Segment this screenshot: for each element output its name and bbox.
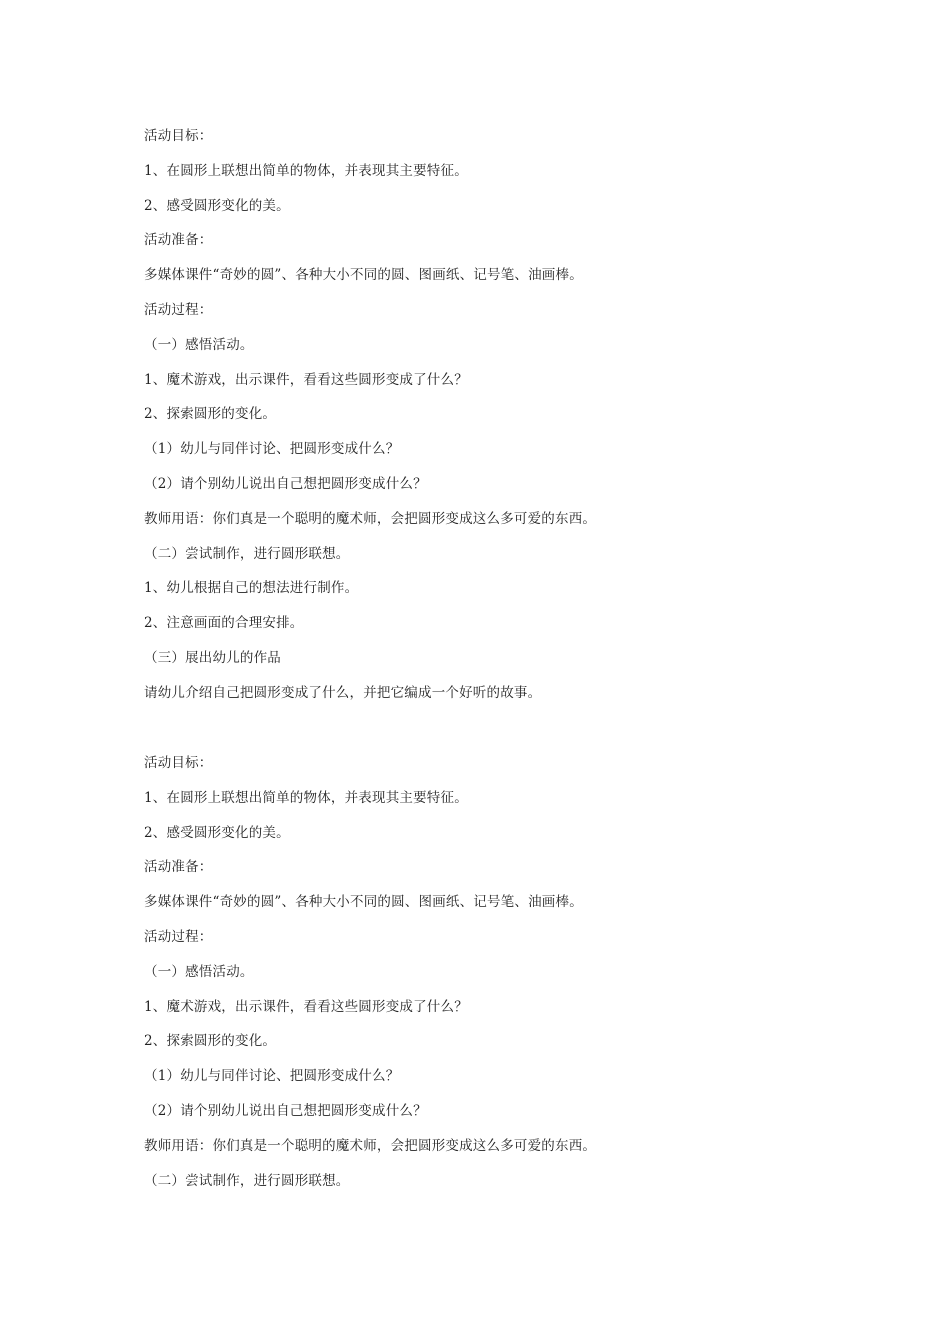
paragraph-line: （一）感悟活动。	[144, 336, 254, 353]
paragraph-line: （一）感悟活动。	[144, 963, 254, 980]
paragraph-line: （二）尝试制作，进行圆形联想。	[144, 1172, 350, 1189]
section-heading-preparation: 活动准备：	[144, 859, 213, 876]
lesson-plan-section	[144, 751, 824, 1203]
paragraph-line: （2）请个别幼儿说出自己想把圆形变成什么？	[144, 475, 427, 492]
section-heading-process: 活动过程：	[144, 928, 213, 945]
paragraph-line: （三）展出幼儿的作品	[144, 649, 281, 666]
paragraph-line: （2）请个别幼儿说出自己想把圆形变成什么？	[144, 1102, 427, 1119]
paragraph-line: 2、感受圆形变化的美。	[144, 824, 290, 841]
section-heading-process: 活动过程：	[144, 301, 213, 318]
lesson-plan-section	[144, 124, 824, 716]
paragraph-line: （1）幼儿与同伴讨论、把圆形变成什么？	[144, 441, 400, 458]
paragraph-line: 1、魔术游戏，出示课件，看看这些圆形变成了什么？	[144, 998, 468, 1015]
paragraph-line: 教师用语：你们真是一个聪明的魔术师，会把圆形变成这么多可爱的东西。	[144, 510, 597, 527]
paragraph-line: 请幼儿介绍自己把圆形变成了什么，并把它编成一个好听的故事。	[144, 684, 542, 701]
section-heading-goals: 活动目标：	[144, 755, 213, 771]
paragraph-line: 2、注意画面的合理安排。	[144, 615, 304, 632]
paragraph-line: 1、幼儿根据自己的想法进行制作。	[144, 580, 359, 597]
paragraph-line: 1、在圆形上联想出简单的物体，并表现其主要特征。	[144, 789, 468, 806]
section-heading-goals: 活动目标：	[144, 128, 213, 144]
paragraph-line: 多媒体课件“奇妙的圆”、各种大小不同的圆、图画纸、记号笔、油画棒。	[144, 894, 583, 911]
paragraph-line: 2、探索圆形的变化。	[144, 406, 277, 423]
paragraph-line: 1、在圆形上联想出简单的物体，并表现其主要特征。	[144, 162, 468, 179]
paragraph-line: 2、感受圆形变化的美。	[144, 197, 290, 214]
paragraph-line: 多媒体课件“奇妙的圆”、各种大小不同的圆、图画纸、记号笔、油画棒。	[144, 267, 583, 284]
paragraph-line: （二）尝试制作，进行圆形联想。	[144, 545, 350, 562]
section-heading-preparation: 活动准备：	[144, 232, 213, 249]
paragraph-line: （1）幼儿与同伴讨论、把圆形变成什么？	[144, 1068, 400, 1085]
paragraph-line: 1、魔术游戏，出示课件，看看这些圆形变成了什么？	[144, 371, 468, 388]
paragraph-line: 教师用语：你们真是一个聪明的魔术师，会把圆形变成这么多可爱的东西。	[144, 1137, 597, 1154]
paragraph-line: 2、探索圆形的变化。	[144, 1033, 277, 1050]
